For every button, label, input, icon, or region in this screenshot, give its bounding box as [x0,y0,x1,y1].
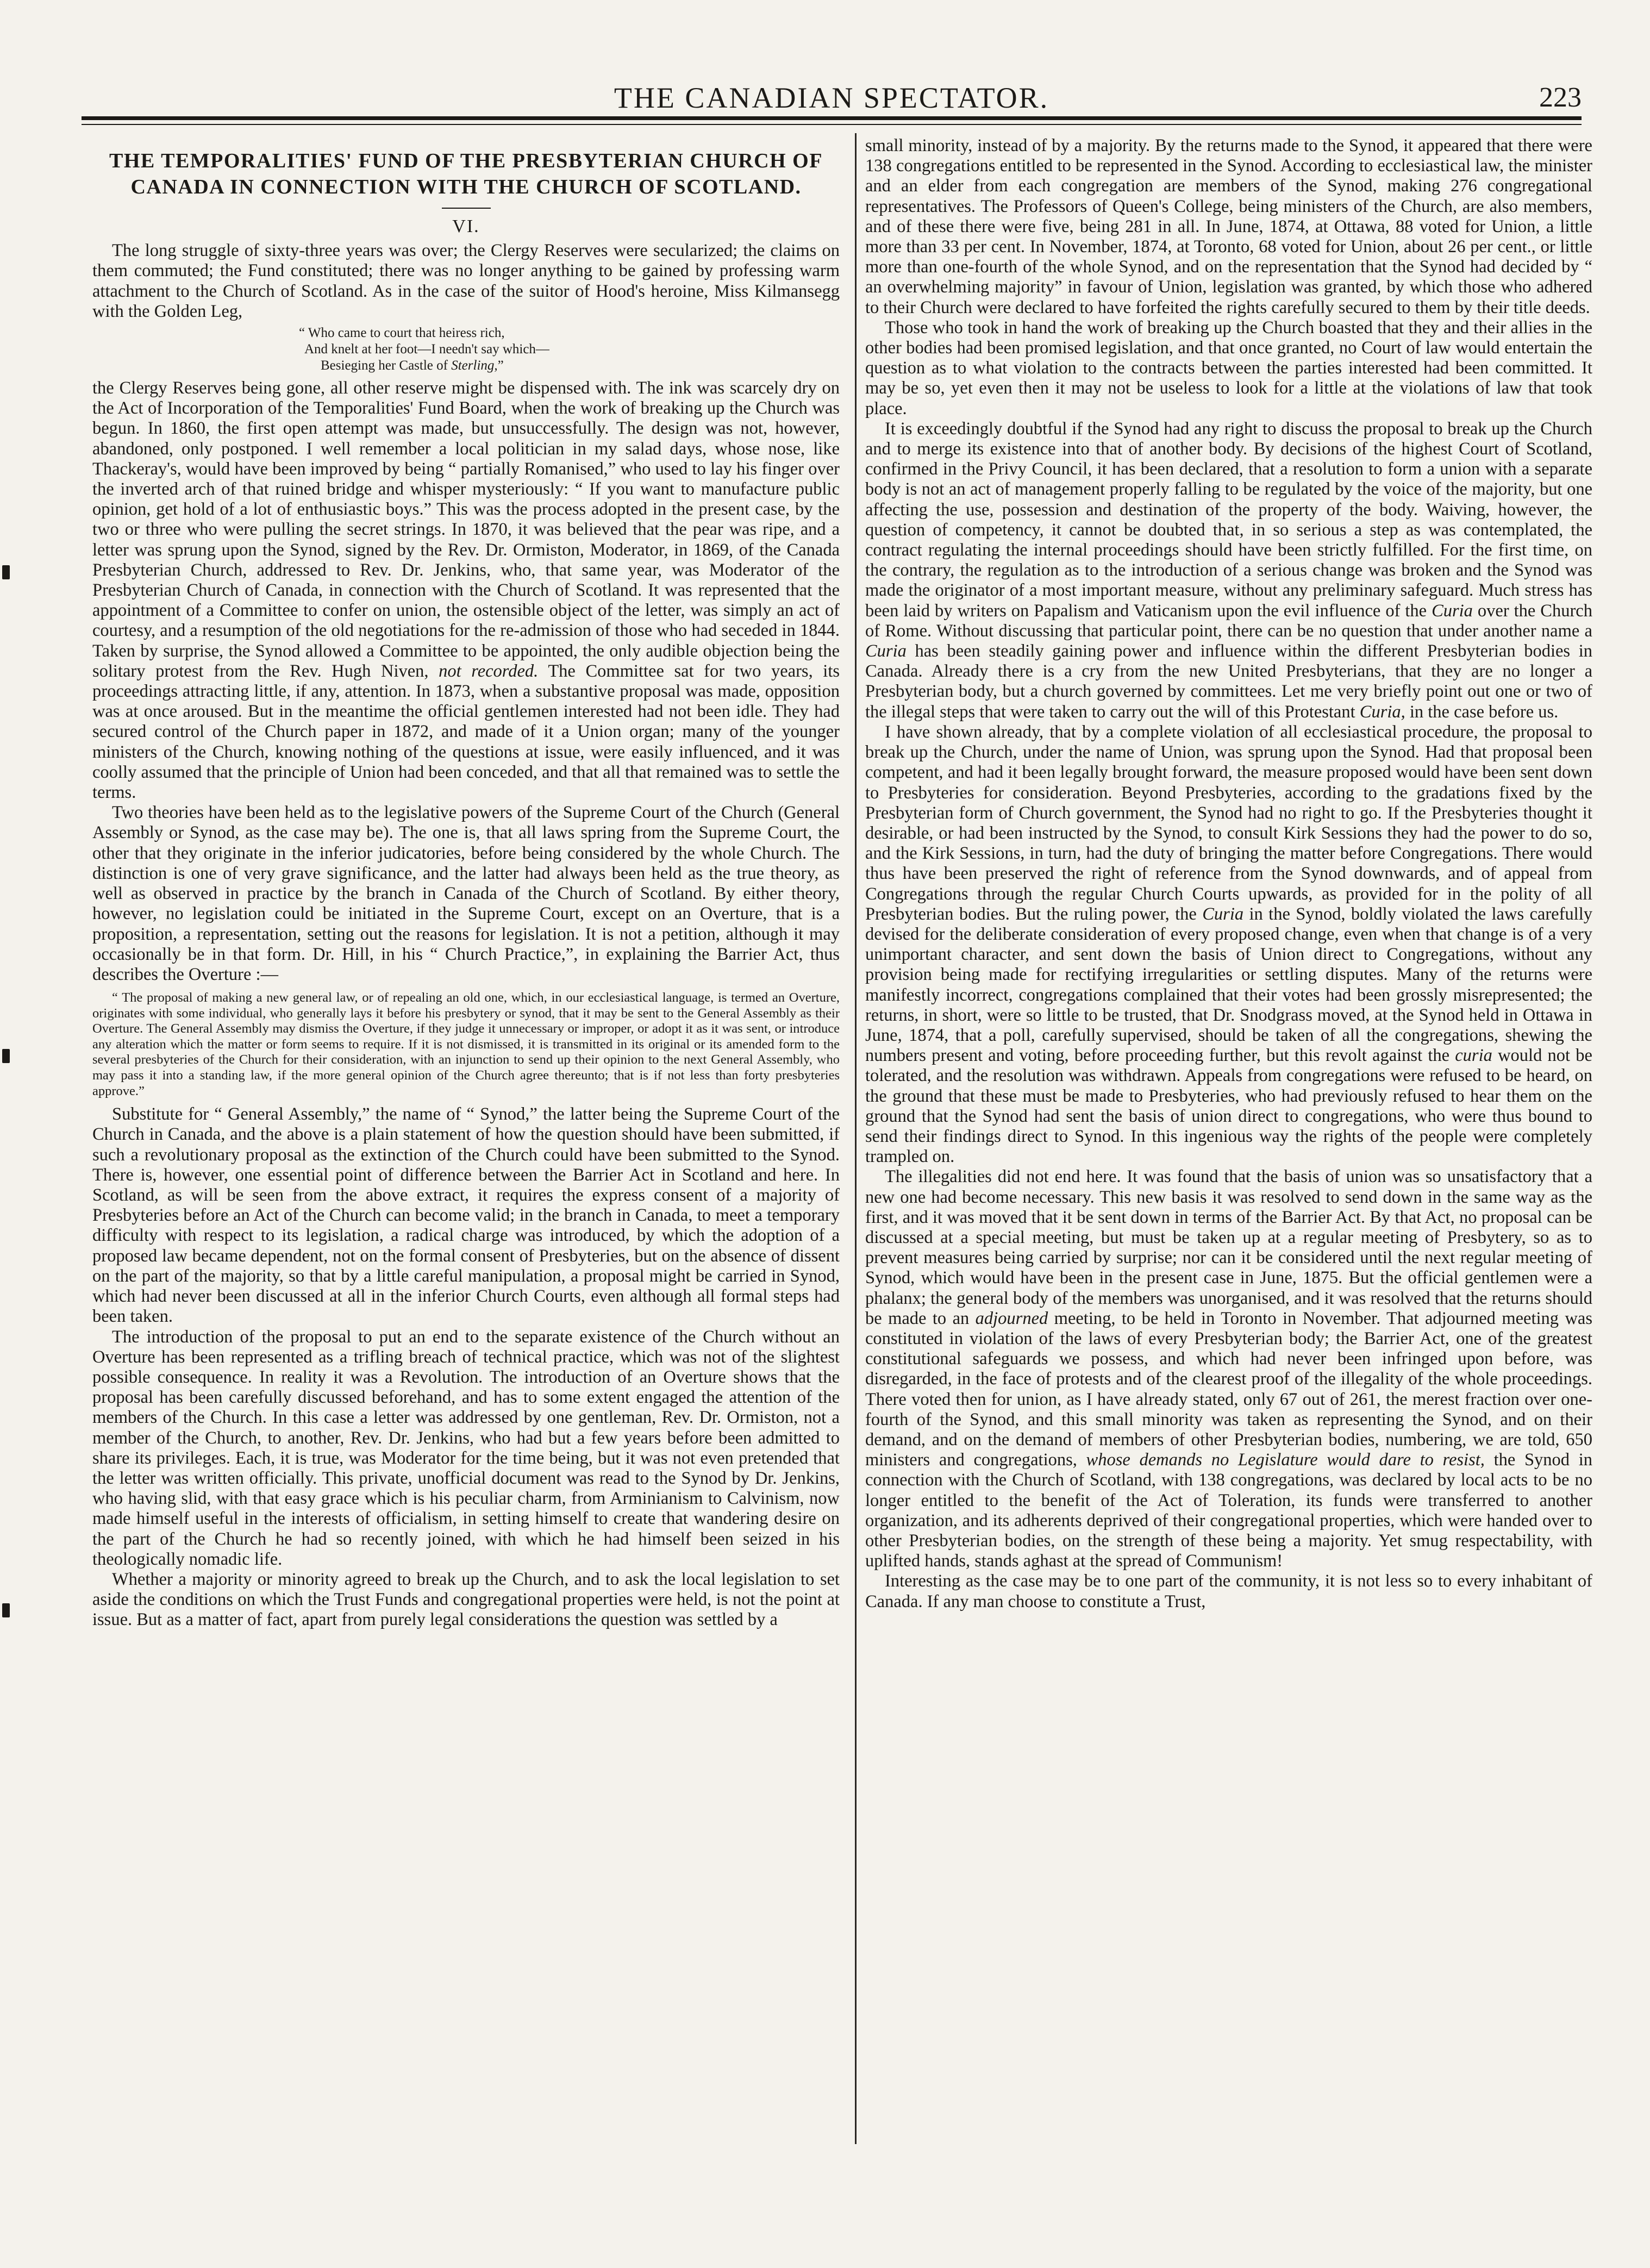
masthead [82,82,1582,114]
right-column [865,136,1592,2141]
italic-run: adjourned [975,1308,1048,1328]
paragraph: Those who took in hand the work of breaking up the Church boasted that they and their allies in the other bodies had been promised legislation, and that once granted, no Court of law would entertain the question as to what violation to the contracts between the parties interested had been committed. It may be so, yet even then it may not be useless to look for a little at the violations of law that took place. [865,317,1592,418]
verse-line [92,358,840,374]
paragraph [865,1167,1592,1571]
verse-text: ” [497,358,504,373]
text-run: meeting, to be held in Toronto in November. That adjourned meeting was constituted in violation of the laws of every Presbyterian body; the Barrier Act, one of the greatest constitutional safeguards we possess, and which had never been infringed upon before, was disregarded, in the face of protests and of the clearest proof of the illegality of the whole proceedings. There voted then for union, as I have already stated, only 67 out of 261, the merest fraction over one-fourth of the Synod, and this small minority was taken as representing the Synod, and on their demand, and on the demand of members of other Presbyterian bodies, numbering, we are told, 650 ministers and congregations, [865,1308,1592,1470]
page-number: 223 [1539,82,1582,113]
paragraph-opening: The long struggle of sixty-three years was over; the Clergy Reserves were secularized; the claims on them commuted; the Fund constituted; there was no longer anything to be gained by professing warm attachment to the Church of Scotland. As in the case of the suitor of Hood's heroine, Miss Kilmansegg with the Golden Leg, [92,241,840,321]
publication-title: THE CANADIAN SPECTATOR. [614,82,1049,114]
text-run: over the Church of Rome. Without discussing that particular point, there can be no question that under another name a [865,601,1592,641]
verse-line: “ Who came to court that heiress rich, [299,326,505,341]
block-quotation: “ The proposal of making a new general law, or of repealing an old one, which, in our ecclesiastical language, is termed an Overture, originates with some individual, who generally lays it before his presbytery or synod, that it may be sent to the General Assembly as their Overture. The General Assembly may dismiss the Overture, if they judge it unnecessary or improper, or adopt it as it was sent, or introduce any alteration which the matter or form seems to require. If it is not dismissed, it is transmitted in its original or its amended form to the several presbyteries of the Church for their consideration, with an injunction to send up their opinion to the next General Assembly, who may pass it into a standing law, if the more general opinion of the Church agree thereunto; that is if not less than forty presbyteries approve.” [92,990,840,1098]
italic-run: Curia [1202,904,1244,924]
verse-text: Besieging her Castle of [321,358,452,373]
title-rule [442,208,491,209]
italic-run: not recorded. [439,661,539,681]
article-title: THE TEMPORALITIES' FUND OF THE PRESBYTERIAN CHURCH OF CANADA IN CONNECTION WITH THE CHURCH OF SCOTLAND. [109,149,823,198]
margin-mark [2,1603,10,1617]
masthead-rule-thin [82,124,1582,125]
text-run: the Clergy Reserves being gone, all other reserve might be dispensed with. The ink was scarcely dry on the Act of Incorporation of the Temporalities' Fund Board, when the work of breaking up the Church was begun. In 1860, the first open attempt was made, but unsuccessfully. The design was not, however, abandoned, only postponed. I well remember a local politician in my salad days, whose nose, like Thackeray's, would have been improved by being “ partially Romanised,” who used to lay his finger over the inverted arch of that ruined bridge and whisper mysteriously: “ If you want to manufacture public opinion, get hold of a lot of enthusiastic boys.” This was the process adopted in the present case, by the two or three who were pulling the secret strings. In 1870, it was believed that the pear was ripe, and a letter was sprung upon the Synod, signed by the Rev. Dr. Ormiston, Moderator, in 1869, of the Canada Presbyterian Church, addressed to Rev. Dr. Jenkins, who, that same year, was Moderator of the Presbyterian Church of Canada, in connection with the Church of Scotland. It was represented that the appointment of a Committee to confer on union, the ostensible object of the letter, was simply an act of courtesy, and a resumption of the old negotiations for the re-admission of those who had seceded in 1844. Taken by surprise, the Synod allowed a Committee to be appointed, the only audible objection being the solitary protest from the Rev. Hugh Niven, [92,378,840,681]
paragraph: Two theories have been held as to the legislative powers of the Supreme Court of the Church (General Assembly or Synod, as the case may be). The one is, that all laws spring from the Supreme Court, the other that they originate in the inferior judicatories, before being considered by the whole Church. The distinction is one of very grave significance, and the latter had always been held as the true theory, as well as observed in practice by the branch in Canada of the Church of Scotland. By either theory, however, no legislation could be initiated in the Supreme Court, except on an Overture, that is a proposition, a representation, setting out the reasons for legislation. It is not a petition, although it may occasionally be in that form. Dr. Hill, in his “ Church Practice,”, in explaining the Barrier Act, thus describes the Overture :— [92,803,840,984]
paragraph [92,378,840,803]
verse-quotation [92,325,840,374]
section-number: VI. [452,216,480,236]
paragraph: Whether a majority or minority agreed to break up the Church, and to ask the local legislation to set aside the conditions on which the Trust Funds and congregational properties were held, is not the point at issue. But as a matter of fact, apart from purely legal considerations the question was settled by a [92,1569,840,1630]
text-run: in the case before us. [1405,702,1559,722]
italic-run: Curia, [1359,702,1405,722]
text-run: The illegalities did not end here. It was found that the basis of union was so unsatisfactory that a new one had become necessary. This new basis it was resolved to send down in the same way as the first, and it was moved that it be sent down in terms of the Barrier Act. By that Act, no proposal can be discussed at a special meeting, but must be taken up at a regular meeting of Presbytery, so as to prevent measures being carried by surprise; nor can it be considered until the next regular meeting of Synod, which would have been in the present case in June, 1875. But the official gentlemen were a phalanx; the general body of the members was unorganised, and it was resolved that the returns should be made to an [865,1167,1592,1328]
text-run: has been steadily gaining power and influence within the different Presbyterian bodies in Canada. Already there is a cry from the new United Presbyterians, that they are no longer a Presbyterian body, but a church governed by committees. Let me very briefly point out one or two of the illegal steps that were taken to carry out the will of this Protestant [865,641,1592,722]
column-divider [855,133,857,2144]
margin-mark [2,1049,10,1063]
text-run: would not be tolerated, and the resolution was withdrawn. Appeals from congregations were refused to be heard, on the ground that these must be made to Presbyteries, who had previously refused to hear them on the ground that the Synod had sent the basis of union direct to congregations, who were thus bound to send their findings direct to Synod. In this ingenious way the rights of the people were completely trampled on. [865,1046,1592,1167]
paragraph: The introduction of the proposal to put an end to the separate existence of the Church without an Overture has been represented as a trifling breach of technical practice, which was not of the slightest possible consequence. In reality it was a Revolution. The introduction of an Overture shows that the proposal has been carefully discussed beforehand, and has to some extent engaged the attention of the members of the Church. In this case a letter was addressed by one gentleman, Rev. Dr. Ormiston, not a member of the Church, to another, Rev. Dr. Jenkins, who had but a few years before been admitted to share its privileges. Each, it is true, was Moderator for the time being, but it was not even pretended that the letter was written officially. This private, unofficial document was read to the Synod by Dr. Jenkins, who having slid, with that easy grace which is his peculiar charm, from Arminianism to Calvinism, now made himself useful in the interests of officialism, in setting himself to create that wandering desire on the part of the Church he had so recently joined, with which he had himself been seized in his theologically nomadic life. [92,1327,840,1569]
verse-italic: Sterling, [451,358,498,373]
text-run: in the Synod, boldly violated the laws carefully devised for the deliberate consideration of every proposed change, even when that change is of a very unimportant character, and sent down the basis of Union direct to Congregations, without any provision being made for rectifying irregularities or settling disputes. Many of the returns were manifestly incorrect, congregations complained that their votes had been grossly misrepresented; the returns, in short, were so little to be trusted, that Dr. Snodgrass moved, at the Synod held in Ottawa in June, 1874, that a poll, carefully supervised, should be taken of all the congregations, shewing the numbers present and voting, before proceeding further, but this revolt against the [865,904,1592,1066]
paragraph: small minority, instead of by a majority. By the returns made to the Synod, it appeared that there were 138 congregations entitled to be represented in the Synod. According to ecclesiastical law, the minister and an elder from each congregation are members of the Synod, making 276 congregational representatives. The Professors of Queen's College, being ministers of the Church, are also members, and of these there were five, being 281 in all. In June, 1874, at Ottawa, 88 voted for Union, a little more than 33 per cent. In November, 1874, at Toronto, 68 voted for Union, about 26 per cent., or little more than one-fourth of the whole Synod, and on the representation that the Synod had decided by “ an overwhelming majority” in favour of Union, legislation was granted, by which those who adhered to their Church were declared to have forfeited the rights carefully secured to them by their title deeds. [865,136,1592,317]
text-run: The Committee sat for two years, its proceedings attracting little, if any, attention. In 1873, when a substantive proposal was made, opposition was at once aroused. But in the meantime the official gentlemen interested had not been idle. They had secured control of the Church paper in 1872, and made of it a Union organ; many of the younger ministers of the Church, knowing nothing of the questions at issue, were easily influenced, and it was coolly assumed that the principle of Union had been conceded, and that all that remained was to settle the terms. [92,661,840,803]
italic-run: curia [1455,1046,1492,1066]
italic-run: Curia [1432,601,1473,621]
text-run: It is exceedingly doubtful if the Synod had any right to discuss the proposal to break up the Church and to merge its existence into that of another body. By decisions of the highest Court of Scotland, confirmed in the Privy Council, it has been declared, that a resolution to form a union with a separate body is not an act of management properly falling to be regulated by the voice of the majority, but one affecting the use, possession and destination of the property of the body. Waiving, however, the question of competency, it cannot be doubted that, in so serious a step as was contemplated, the contract regulating the internal proceedings should have been strictly fulfilled. For the first time, on the contrary, the regulation as to the introduction of a serious change was broken and the Synod was made the originator of a most important measure, without any preliminary safeguard. Much stress has been laid by writers on Papalism and Vaticanism upon the evil influence of the [865,418,1592,621]
left-column [92,140,840,2146]
text-run: the Synod in connection with the Church of Scotland, with 138 congregations, was declared by local acts to be no longer entitled to the benefit of the Act of Toleration, its funds were transferred to another organization, and its adherents deprived of their congregational properties, which were handed over to other Presbyterian bodies, on the strength of these being a majority. Yet smug respectability, with uplifted hands, stands aghast at the spread of Communism! [865,1450,1592,1571]
paragraph: Interesting as the case may be to one part of the community, it is not less so to every inhabitant of Canada. If any man choose to constitute a Trust, [865,1571,1592,1611]
masthead-rule-thick [82,116,1582,120]
paragraph [865,722,1592,1167]
verse-line: And knelt at her foot—I needn't say which— [304,342,549,357]
italic-run: Curia [865,641,907,661]
paragraph [865,419,1592,722]
paragraph: Substitute for “ General Assembly,” the name of “ Synod,” the latter being the Supreme Court of the Church in Canada, and the above is a plain statement of how the question should have been submitted, if such a revolutionary proposal as the extinction of the Church could have been submitted to the Synod. There is, however, one essential point of difference between the Barrier Act in Scotland and here. In Scotland, as will be seen from the above extract, it requires the express consent of a majority of Presbyteries before an Act of the Church can become valid; in the branch in Canada, to meet a temporary difficulty with respect to its legislation, a radical charge was introduced, by which the adoption of a proposed law became dependent, not on the formal consent of Presbyteries, but on the absence of dissent on the part of the majority, so that by a little careful manipulation, a proposal might be carried in Synod, which had never been discussed at all in the inferior Church Courts, even although all formal steps had been taken. [92,1104,840,1327]
margin-mark [2,565,10,579]
text-run: I have shown already, that by a complete violation of all ecclesiastical procedure, the proposal to break up the Church, under the name of Union, was sprung upon the Synod. Had that proposal been competent, and had it been legally brought forward, the measure proposed would have been sent down to Presbyteries for consideration. Beyond Presbyteries, according to the gradations fixed by the Presbyterian form of Church government, the Synod had no right to go. If the Presbyteries thought it desirable, or had been instructed by the Synod, to consult Kirk Sessions they had the power to do so, and the Kirk Sessions, in turn, had the duty of bringing the matter before Congregations. There would thus have been preserved the right of reference from the Synod downwards, and of appeal from Congregations through the regular Church Courts upwards, as provided for in the polity of all Presbyterian bodies. But the ruling power, the [865,722,1592,924]
italic-run: whose demands no Legislature would dare to resist, [1086,1450,1485,1470]
